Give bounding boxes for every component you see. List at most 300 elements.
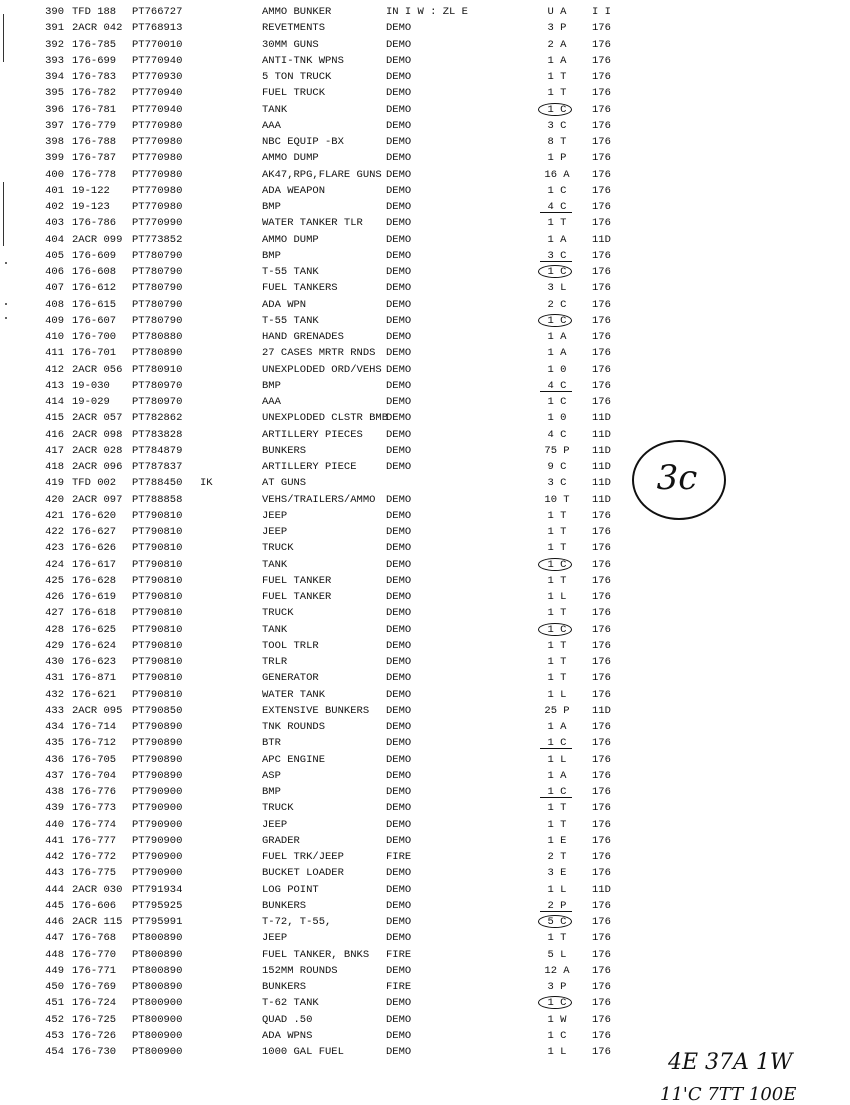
action: DEMO [386, 249, 412, 262]
row-number: 418 [45, 461, 64, 473]
unit-code: 176 [592, 997, 611, 1010]
unit-id: 176-768 [72, 932, 117, 945]
item-description: UNEXPLODED CLSTR BMB [262, 412, 389, 425]
row-number: 433 [45, 704, 64, 717]
item-description: GENERATOR [262, 672, 319, 685]
quantity-code: 1 A [547, 769, 567, 782]
grid-reference: PT784879 [132, 444, 183, 457]
table-row [0, 849, 640, 865]
action: DEMO [386, 688, 412, 701]
row-number: 405 [45, 249, 64, 262]
hand-drawn-circle-mark [538, 265, 572, 278]
quantity-code: 1 P [547, 152, 567, 165]
action: DEMO [386, 428, 412, 441]
row-number: 438 [45, 786, 64, 798]
table-row [0, 622, 640, 638]
unit-code: 176 [592, 964, 611, 977]
action: DEMO [386, 87, 412, 100]
grid-reference: PT790900 [132, 834, 183, 847]
action: DEMO [386, 71, 412, 83]
table-row [0, 687, 640, 703]
table-row [0, 1028, 640, 1044]
unit-id: 176-714 [72, 721, 117, 733]
item-description: T-55 TANK [262, 314, 319, 327]
action: DEMO [386, 379, 412, 392]
action: FIRE [386, 948, 412, 961]
action: DEMO [386, 639, 412, 652]
action: DEMO [386, 347, 412, 360]
grid-reference: PT791934 [132, 883, 183, 896]
quantity-code: 1 C [547, 266, 567, 278]
unit-id: 176-773 [72, 802, 117, 815]
action: DEMO [386, 152, 412, 165]
table-row [0, 605, 640, 621]
table-row [0, 963, 640, 979]
unit-code: 176 [592, 899, 611, 912]
row-number: 454 [45, 1046, 64, 1058]
action: DEMO [386, 282, 412, 295]
grid-reference: PT790900 [132, 851, 183, 863]
item-description: UNEXPLODED ORD/VEHS [262, 363, 382, 376]
quantity-code: 1 T [547, 607, 567, 620]
row-number: 394 [45, 71, 64, 83]
item-description: TRUCK [262, 607, 294, 620]
unit-id: 19-122 [72, 184, 110, 197]
row-number: 449 [45, 964, 64, 977]
unit-code: 176 [592, 38, 611, 51]
row-number: 390 [45, 6, 64, 18]
grid-reference: PT790890 [132, 769, 183, 782]
quantity-code: 3 E [547, 867, 567, 880]
row-number: 431 [45, 672, 64, 685]
unit-id: 19-030 [72, 379, 110, 392]
row-number: 439 [45, 802, 64, 815]
item-description: REVETMENTS [262, 22, 326, 35]
item-description: TANK [262, 623, 288, 636]
unit-code: 11D [592, 477, 611, 490]
table-row [0, 670, 640, 686]
grid-reference: PT782862 [132, 412, 183, 425]
grid-reference: PT770980 [132, 152, 183, 165]
unit-id: 176-627 [72, 526, 117, 538]
item-description: NBC EQUIP -BX [262, 136, 344, 148]
unit-code: 176 [592, 298, 611, 311]
row-number: 415 [45, 412, 64, 425]
unit-code: 176 [592, 71, 611, 83]
row-number: 445 [45, 899, 64, 912]
unit-id: 2ACR 042 [72, 22, 123, 35]
row-number: 407 [45, 282, 64, 295]
grid-reference: PT780790 [132, 249, 183, 262]
quantity-code: 1 0 [547, 412, 567, 425]
item-description: BMP [262, 201, 281, 213]
grid-reference: PT800900 [132, 1013, 183, 1026]
unit-code: 176 [592, 184, 611, 197]
row-number: 432 [45, 688, 64, 701]
margin-dot [5, 303, 7, 305]
quantity-code: 8 T [547, 136, 567, 148]
table-row [0, 492, 640, 508]
action: DEMO [386, 493, 412, 506]
table-row [0, 638, 640, 654]
action: DEMO [386, 1029, 412, 1042]
quantity-code: 1 L [547, 883, 567, 896]
action: DEMO [386, 509, 412, 522]
table-row [0, 1044, 640, 1060]
unit-code: 176 [592, 607, 611, 620]
item-description: AK47,RPG,FLARE GUNS [262, 168, 382, 181]
table-row [0, 947, 640, 963]
action: DEMO [386, 136, 412, 148]
unit-id: 176-618 [72, 607, 117, 620]
action: DEMO [386, 331, 412, 343]
quantity-code: 1 T [547, 932, 567, 945]
quantity-code: 1 C [547, 623, 567, 636]
unit-id: 176-785 [72, 38, 117, 51]
unit-code: 176 [592, 314, 611, 327]
unit-code: 11D [592, 428, 611, 441]
quantity-code: 1 C [547, 396, 567, 408]
grid-reference: PT790900 [132, 802, 183, 815]
handwritten-tally-line-1: 4E 37A 1W [668, 1050, 793, 1075]
row-number: 396 [45, 103, 64, 116]
action: DEMO [386, 396, 412, 408]
unit-id: 2ACR 028 [72, 444, 123, 457]
table-row [0, 134, 640, 150]
table-row [0, 589, 640, 605]
unit-id: 2ACR 030 [72, 883, 123, 896]
row-number: 402 [45, 201, 64, 213]
hand-drawn-underline-mark [540, 391, 572, 392]
grid-reference: PT783828 [132, 428, 183, 441]
table-row [0, 930, 640, 946]
action: DEMO [386, 899, 412, 912]
table-row [0, 53, 640, 69]
grid-reference: PT800890 [132, 948, 183, 961]
row-number: 393 [45, 54, 64, 67]
margin-mark [3, 182, 4, 246]
unit-code: 176 [592, 266, 611, 278]
table-row [0, 882, 640, 898]
quantity-code: 1 T [547, 71, 567, 83]
hand-drawn-underline-mark [540, 797, 572, 798]
handwritten-tally-line-2: 11'C 7TT 100E [660, 1084, 797, 1105]
action: DEMO [386, 867, 412, 880]
item-description: AAA [262, 396, 281, 408]
unit-code: 11D [592, 461, 611, 473]
handwritten-circle-label: 3c [656, 458, 698, 498]
table-row [0, 345, 640, 361]
unit-code: 176 [592, 802, 611, 815]
quantity-code: 1 T [547, 526, 567, 538]
grid-reference: PT800900 [132, 997, 183, 1010]
action: DEMO [386, 1013, 412, 1026]
item-description: TANK [262, 558, 288, 571]
unit-id: 176-778 [72, 168, 117, 181]
grid-reference: PT770980 [132, 136, 183, 148]
unit-id: 2ACR 097 [72, 493, 123, 506]
quantity-code: 3 P [547, 981, 567, 993]
grid-reference: PT790810 [132, 509, 183, 522]
action: DEMO [386, 412, 412, 425]
item-description: ARTILLERY PIECES [262, 428, 363, 441]
table-row [0, 20, 640, 36]
unit-code: 176 [592, 152, 611, 165]
table-row [0, 800, 640, 816]
table-row [0, 443, 640, 459]
table-row [0, 735, 640, 751]
unit-id: 176-788 [72, 136, 117, 148]
row-number: 451 [45, 997, 64, 1010]
unit-code: 176 [592, 574, 611, 587]
table-row [0, 752, 640, 768]
item-description: ARTILLERY PIECE [262, 461, 357, 473]
quantity-code: 1 L [547, 1046, 567, 1058]
quantity-code: 25 P [544, 704, 570, 717]
table-row [0, 914, 640, 930]
grid-reference: PT770010 [132, 38, 183, 51]
item-description: TRLR [262, 656, 288, 668]
unit-id: 2ACR 057 [72, 412, 123, 425]
action: DEMO [386, 444, 412, 457]
quantity-code: 75 P [544, 444, 570, 457]
quantity-code: 1 A [547, 54, 567, 67]
row-number: 427 [45, 607, 64, 620]
unit-code: 176 [592, 591, 611, 603]
row-number: 442 [45, 851, 64, 863]
item-description: JEEP [262, 932, 288, 945]
item-description: ANTI-TNK WPNS [262, 54, 344, 67]
quantity-code: 3 C [547, 119, 567, 132]
action: DEMO [386, 704, 412, 717]
table-row [0, 475, 640, 491]
quantity-code: 1 T [547, 217, 567, 230]
unit-code: 176 [592, 981, 611, 993]
grid-reference: PT780970 [132, 379, 183, 392]
item-description: 152MM ROUNDS [262, 964, 338, 977]
unit-id: 176-730 [72, 1046, 117, 1058]
item-description: QUAD .50 [262, 1013, 313, 1026]
grid-reference: PT770980 [132, 184, 183, 197]
unit-code: 176 [592, 379, 611, 392]
unit-id: TFD 002 [72, 477, 117, 490]
grid-reference: PT790810 [132, 542, 183, 555]
unit-id: 176-775 [72, 867, 117, 880]
unit-code: 176 [592, 1029, 611, 1042]
unit-code: 176 [592, 509, 611, 522]
hand-drawn-underline-mark [540, 212, 572, 213]
action: DEMO [386, 168, 412, 181]
item-description: HAND GRENADES [262, 331, 344, 343]
unit-code: 176 [592, 136, 611, 148]
quantity-code: 1 T [547, 639, 567, 652]
item-description: FUEL TANKERS [262, 282, 338, 295]
quantity-code: U A [547, 6, 567, 18]
hand-drawn-circle-mark [538, 314, 572, 327]
table-row [0, 215, 640, 231]
quantity-code: 1 T [547, 672, 567, 685]
item-description: TRUCK [262, 542, 294, 555]
row-number: 409 [45, 314, 64, 327]
grid-reference: PT780890 [132, 347, 183, 360]
unit-id: 176-771 [72, 964, 117, 977]
table-row [0, 37, 640, 53]
action: DEMO [386, 558, 412, 571]
unit-code: 176 [592, 818, 611, 831]
table-row [0, 150, 640, 166]
unit-code: 176 [592, 103, 611, 116]
action: DEMO [386, 769, 412, 782]
unit-id: 176-774 [72, 818, 117, 831]
unit-id: 2ACR 099 [72, 233, 123, 246]
item-description: BMP [262, 786, 281, 798]
table-row [0, 102, 640, 118]
unit-id: 176-783 [72, 71, 117, 83]
row-number: 448 [45, 948, 64, 961]
table-row [0, 69, 640, 85]
action: FIRE [386, 981, 412, 993]
item-description: FUEL TANKER, BNKS [262, 948, 370, 961]
unit-id: 176-615 [72, 298, 117, 311]
grid-reference: PT790810 [132, 656, 183, 668]
table-row [0, 898, 640, 914]
quantity-code: 10 T [544, 493, 570, 506]
table-row [0, 280, 640, 296]
table-row [0, 1012, 640, 1028]
item-description: AT GUNS [262, 477, 307, 490]
grid-reference: PT800890 [132, 932, 183, 945]
row-number: 399 [45, 152, 64, 165]
item-description: AMMO DUMP [262, 233, 319, 246]
action: DEMO [386, 721, 412, 733]
item-description: BMP [262, 379, 281, 392]
quantity-code: 1 C [547, 737, 567, 750]
quantity-code: 1 A [547, 233, 567, 246]
row-number: 444 [45, 883, 64, 896]
action: IN I W : ZL E [386, 6, 468, 18]
quantity-code: 5 C [547, 916, 567, 928]
row-number: 450 [45, 981, 64, 993]
action: DEMO [386, 54, 412, 67]
row-number: 437 [45, 769, 64, 782]
quantity-code: 1 T [547, 818, 567, 831]
row-number: 440 [45, 818, 64, 831]
quantity-code: 2 P [547, 899, 567, 912]
unit-code: 176 [592, 363, 611, 376]
row-number: 428 [45, 623, 64, 636]
row-number: 452 [45, 1013, 64, 1026]
action: DEMO [386, 786, 412, 798]
unit-code: 11D [592, 493, 611, 506]
grid-reference: PT795925 [132, 899, 183, 912]
table-row [0, 264, 640, 280]
action: DEMO [386, 233, 412, 246]
unit-code: 176 [592, 753, 611, 766]
unit-code: 176 [592, 834, 611, 847]
quantity-code: 1 A [547, 721, 567, 733]
unit-code: 176 [592, 201, 611, 213]
table-row [0, 378, 640, 394]
unit-code: 176 [592, 119, 611, 132]
unit-id: 2ACR 096 [72, 461, 123, 473]
item-description: ASP [262, 769, 281, 782]
action: DEMO [386, 119, 412, 132]
item-description: BUNKERS [262, 981, 307, 993]
grid-reference: PT800890 [132, 981, 183, 993]
unit-code: 176 [592, 721, 611, 733]
item-description: APC ENGINE [262, 753, 326, 766]
action: DEMO [386, 834, 412, 847]
item-description: FUEL TANKER [262, 574, 332, 587]
row-number: 423 [45, 542, 64, 555]
table-row [0, 394, 640, 410]
unit-code: 176 [592, 558, 611, 571]
row-number: 416 [45, 428, 64, 441]
grid-reference: PT780790 [132, 298, 183, 311]
row-number: 429 [45, 639, 64, 652]
grid-reference: PT790810 [132, 688, 183, 701]
row-number: 436 [45, 753, 64, 766]
quantity-code: 1 W [547, 1013, 567, 1026]
quantity-code: 1 0 [547, 363, 567, 376]
grid-reference: PT795991 [132, 916, 183, 928]
unit-id: 176-772 [72, 851, 117, 863]
item-description: 5 TON TRUCK [262, 71, 332, 83]
table-row [0, 4, 640, 20]
item-description: TOOL TRLR [262, 639, 319, 652]
grid-reference: PT770930 [132, 71, 183, 83]
grid-reference: PT770980 [132, 201, 183, 213]
row-number: 391 [45, 22, 64, 35]
table-row [0, 573, 640, 589]
action: DEMO [386, 964, 412, 977]
quantity-code: 1 T [547, 542, 567, 555]
quantity-code: 1 T [547, 87, 567, 100]
quantity-code: 4 C [547, 379, 567, 392]
action: DEMO [386, 1046, 412, 1058]
quantity-code: 1 T [547, 802, 567, 815]
unit-id: 176-607 [72, 314, 117, 327]
item-description: BTR [262, 737, 281, 750]
table-row [0, 703, 640, 719]
unit-id: 2ACR 098 [72, 428, 123, 441]
grid-reference: PT768913 [132, 22, 183, 35]
action: DEMO [386, 737, 412, 750]
hand-drawn-circle-mark [538, 915, 572, 928]
quantity-code: 1 L [547, 591, 567, 603]
unit-id: 176-726 [72, 1029, 117, 1042]
row-number: 420 [45, 493, 64, 506]
row-number: 401 [45, 184, 64, 197]
action: DEMO [386, 574, 412, 587]
row-number: 404 [45, 233, 64, 246]
table-row [0, 248, 640, 264]
grid-reference: PT790810 [132, 558, 183, 571]
action: DEMO [386, 266, 412, 278]
action: DEMO [386, 103, 412, 116]
grid-reference: PT780790 [132, 266, 183, 278]
grid-reference: PT790810 [132, 639, 183, 652]
quantity-code: 1 T [547, 574, 567, 587]
item-description: ADA WPNS [262, 1029, 313, 1042]
unit-code: 176 [592, 542, 611, 555]
unit-code: 176 [592, 769, 611, 782]
quantity-code: 1 L [547, 753, 567, 766]
table-row [0, 557, 640, 573]
action: DEMO [386, 201, 412, 213]
grid-reference: PT790900 [132, 786, 183, 798]
unit-code: 176 [592, 623, 611, 636]
